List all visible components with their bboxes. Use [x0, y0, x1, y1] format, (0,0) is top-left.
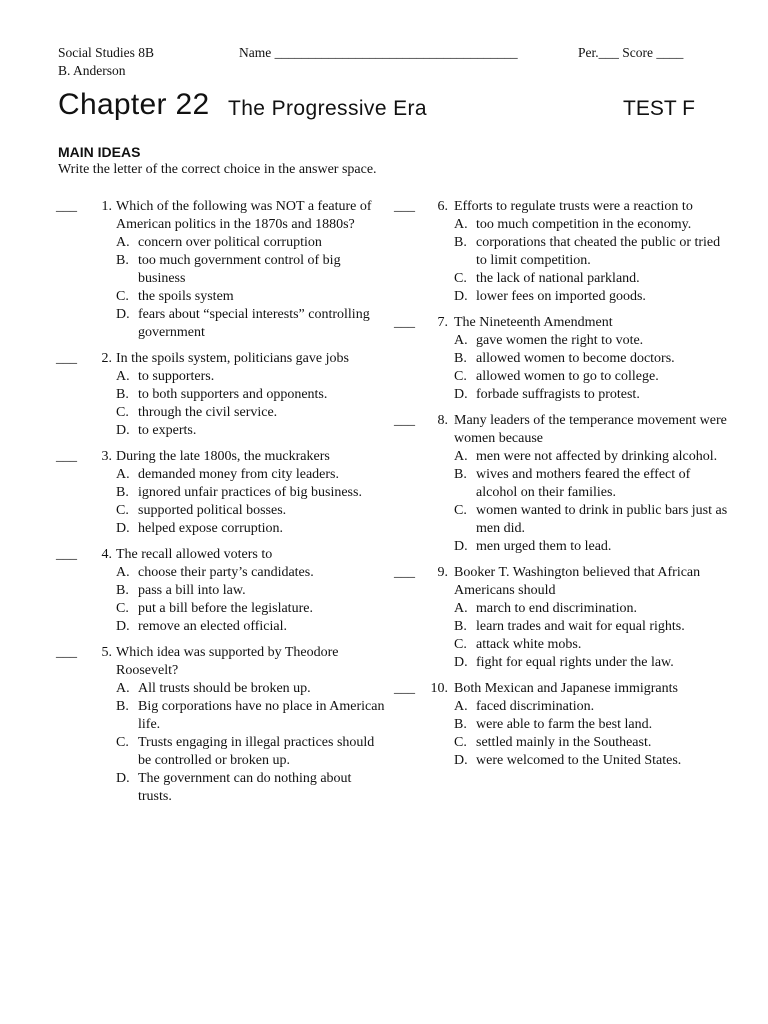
choice-text: supported political bosses.	[138, 503, 287, 518]
choice-text: Trusts engaging in illegal practices should be controlled or broken up.	[138, 735, 375, 768]
choice-text: fears about “special interests” controlling government	[138, 307, 370, 340]
answer-choice	[116, 484, 386, 502]
question-text: Efforts to regulate trusts were a reaction to	[454, 199, 693, 214]
answer-choice	[116, 734, 386, 770]
choice-text: Big corporations have no place in American life.	[138, 699, 385, 732]
choice-text: remove an elected official.	[138, 619, 287, 634]
choice-letter: C.	[116, 735, 129, 750]
question-number: 10.	[430, 681, 448, 696]
choice-text: pass a bill into law.	[138, 583, 246, 598]
choice-text: men were not affected by drinking alcohol.	[476, 449, 718, 464]
choice-text: fight for equal rights under the law.	[476, 655, 674, 670]
choice-text: were able to farm the best land.	[476, 717, 653, 732]
question-10	[394, 680, 734, 770]
answer-blank[interactable]: ___	[394, 199, 415, 214]
answer-choice	[454, 752, 734, 770]
answer-choice	[454, 332, 734, 350]
choice-letter: B.	[116, 583, 129, 598]
question-text: Many leaders of the temperance movement were women because	[454, 413, 727, 446]
choice-text: put a bill before the legislature.	[138, 601, 313, 616]
answer-choice	[116, 680, 386, 698]
choice-text: march to end discrimination.	[476, 601, 637, 616]
choice-letter: B.	[116, 699, 129, 714]
answer-choice	[116, 368, 386, 386]
answer-blank[interactable]: ___	[56, 351, 77, 366]
choice-text: allowed women to become doctors.	[476, 351, 675, 366]
choice-letter: D.	[454, 289, 468, 304]
question-text: In the spoils system, politicians gave jobs	[116, 351, 349, 366]
choice-text: the spoils system	[138, 289, 234, 304]
period-score-field[interactable]: Per.___ Score ____	[578, 45, 684, 60]
choice-text: All trusts should be broken up.	[138, 681, 311, 696]
choice-text: The government can do nothing about trusts.	[138, 771, 352, 804]
teacher-name: B. Anderson	[58, 63, 126, 78]
choice-letter: C.	[454, 271, 467, 286]
answer-blank[interactable]: ___	[394, 413, 415, 428]
question-1	[56, 198, 386, 342]
answer-blank[interactable]: ___	[56, 645, 77, 660]
choice-text: corporations that cheated the public or tried to limit competition.	[476, 235, 721, 268]
choice-letter: B.	[454, 235, 467, 250]
choice-letter: D.	[454, 539, 468, 554]
choice-text: demanded money from city leaders.	[138, 467, 339, 482]
choice-letter: D.	[116, 771, 130, 786]
question-number: 8.	[437, 413, 448, 428]
choice-text: attack white mobs.	[476, 637, 582, 652]
choice-letter: D.	[116, 619, 130, 634]
question-4	[56, 546, 386, 636]
course-name: Social Studies 8B	[58, 45, 155, 60]
section-heading: MAIN IDEAS	[58, 144, 141, 160]
choice-letter: B.	[454, 717, 467, 732]
answer-choice	[454, 234, 734, 270]
choice-text: too much government control of big business	[138, 253, 341, 286]
question-number: 3.	[101, 449, 112, 464]
choice-letter: C.	[116, 405, 129, 420]
answer-choice	[454, 636, 734, 654]
choice-letter: D.	[116, 307, 130, 322]
answer-choice	[116, 618, 386, 636]
question-text: Both Mexican and Japanese immigrants	[454, 681, 678, 696]
choice-letter: D.	[116, 521, 130, 536]
answer-choice	[454, 288, 734, 306]
question-6	[394, 198, 734, 306]
question-7	[394, 314, 734, 404]
choice-letter: A.	[454, 699, 468, 714]
choice-letter: D.	[454, 655, 468, 670]
instructions: Write the letter of the correct choice in the answer space.	[58, 162, 377, 177]
answer-blank[interactable]: ___	[56, 199, 77, 214]
question-number: 1.	[101, 199, 112, 214]
choice-text: through the civil service.	[138, 405, 278, 420]
choice-text: women wanted to drink in public bars just as men did.	[476, 503, 728, 536]
answer-blank[interactable]: ___	[56, 449, 77, 464]
answer-choice	[454, 734, 734, 752]
answer-choice	[454, 368, 734, 386]
questions-right-column	[394, 198, 734, 778]
answer-blank[interactable]: ___	[394, 315, 415, 330]
answer-choice	[116, 502, 386, 520]
choice-letter: A.	[116, 467, 130, 482]
question-5	[56, 644, 386, 806]
answer-choice	[116, 422, 386, 440]
question-8	[394, 412, 734, 556]
choice-text: choose their party’s candidates.	[138, 565, 314, 580]
answer-blank[interactable]: ___	[394, 565, 415, 580]
answer-choice	[454, 698, 734, 716]
choice-letter: B.	[116, 387, 129, 402]
choice-text: concern over political corruption	[138, 235, 322, 250]
question-number: 6.	[437, 199, 448, 214]
choice-letter: A.	[454, 333, 468, 348]
choice-letter: A.	[116, 369, 130, 384]
answer-choice	[454, 538, 734, 556]
answer-choice	[454, 618, 734, 636]
choice-text: helped expose corruption.	[138, 521, 284, 536]
answer-choice	[116, 386, 386, 404]
answer-choice	[116, 234, 386, 252]
choice-letter: A.	[116, 681, 130, 696]
choice-letter: A.	[116, 235, 130, 250]
chapter-title: The Progressive Era	[228, 97, 428, 120]
choice-text: faced discrimination.	[476, 699, 595, 714]
choice-text: gave women the right to vote.	[476, 333, 644, 348]
choice-text: wives and mothers feared the effect of alcohol on their families.	[476, 467, 691, 500]
choice-text: settled mainly in the Southeast.	[476, 735, 652, 750]
answer-choice	[116, 600, 386, 618]
choice-letter: A.	[454, 449, 468, 464]
choice-letter: B.	[116, 485, 129, 500]
answer-choice	[116, 306, 386, 342]
question-text: Which of the following was NOT a feature of American politics in the 1870s and 1880s?	[116, 199, 372, 232]
answer-choice	[116, 698, 386, 734]
question-number: 4.	[101, 547, 112, 562]
page-title	[58, 88, 708, 128]
choice-letter: B.	[454, 351, 467, 366]
choice-letter: D.	[454, 753, 468, 768]
answer-choice	[454, 386, 734, 404]
choice-text: ignored unfair practices of big business.	[138, 485, 362, 500]
question-number: 9.	[437, 565, 448, 580]
answer-choice	[116, 564, 386, 582]
choice-letter: C.	[116, 601, 129, 616]
choice-letter: C.	[454, 503, 467, 518]
question-text: Booker T. Washington believed that African Americans should	[454, 565, 701, 598]
test-version: TEST F	[623, 97, 695, 120]
choice-letter: C.	[454, 637, 467, 652]
choice-letter: A.	[116, 565, 130, 580]
answer-choice	[454, 654, 734, 672]
answer-choice	[454, 466, 734, 502]
question-text: Which idea was supported by Theodore Roosevelt?	[116, 645, 339, 678]
choice-text: lower fees on imported goods.	[476, 289, 646, 304]
choice-letter: A.	[454, 217, 468, 232]
choice-text: the lack of national parkland.	[476, 271, 640, 286]
choice-text: men urged them to lead.	[476, 539, 612, 554]
answer-choice	[116, 404, 386, 422]
choice-text: forbade suffragists to protest.	[476, 387, 640, 402]
answer-choice	[116, 288, 386, 306]
answer-blank[interactable]: ___	[394, 681, 415, 696]
answer-choice	[454, 350, 734, 368]
question-text: The recall allowed voters to	[116, 547, 273, 562]
chapter-number: Chapter 22	[58, 88, 210, 121]
questions-left-column	[56, 198, 386, 814]
choice-letter: B.	[454, 619, 467, 634]
answer-choice	[116, 252, 386, 288]
choice-text: to supporters.	[138, 369, 215, 384]
question-number: 7.	[437, 315, 448, 330]
question-number: 2.	[101, 351, 112, 366]
choice-text: to both supporters and opponents.	[138, 387, 328, 402]
answer-choice	[116, 770, 386, 806]
answer-choice	[454, 502, 734, 538]
choice-letter: C.	[116, 503, 129, 518]
answer-choice	[454, 448, 734, 466]
choice-text: allowed women to go to college.	[476, 369, 659, 384]
student-name-field[interactable]: Name ____________________________________	[239, 45, 518, 60]
choice-letter: B.	[454, 467, 467, 482]
answer-choice	[116, 520, 386, 538]
question-number: 5.	[101, 645, 112, 660]
answer-choice	[454, 600, 734, 618]
choice-letter: D.	[116, 423, 130, 438]
answer-choice	[454, 716, 734, 734]
answer-choice	[454, 270, 734, 288]
choice-text: were welcomed to the United States.	[476, 753, 682, 768]
choice-text: to experts.	[138, 423, 197, 438]
answer-choice	[116, 466, 386, 484]
question-9	[394, 564, 734, 672]
question-text: During the late 1800s, the muckrakers	[116, 449, 330, 464]
question-text: The Nineteenth Amendment	[454, 315, 613, 330]
choice-text: learn trades and wait for equal rights.	[476, 619, 685, 634]
question-2	[56, 350, 386, 440]
choice-letter: C.	[454, 735, 467, 750]
choice-text: too much competition in the economy.	[476, 217, 692, 232]
choice-letter: B.	[116, 253, 129, 268]
choice-letter: A.	[454, 601, 468, 616]
answer-choice	[454, 216, 734, 234]
choice-letter: D.	[454, 387, 468, 402]
choice-letter: C.	[116, 289, 129, 304]
choice-letter: C.	[454, 369, 467, 384]
question-3	[56, 448, 386, 538]
answer-blank[interactable]: ___	[56, 547, 77, 562]
answer-choice	[116, 582, 386, 600]
